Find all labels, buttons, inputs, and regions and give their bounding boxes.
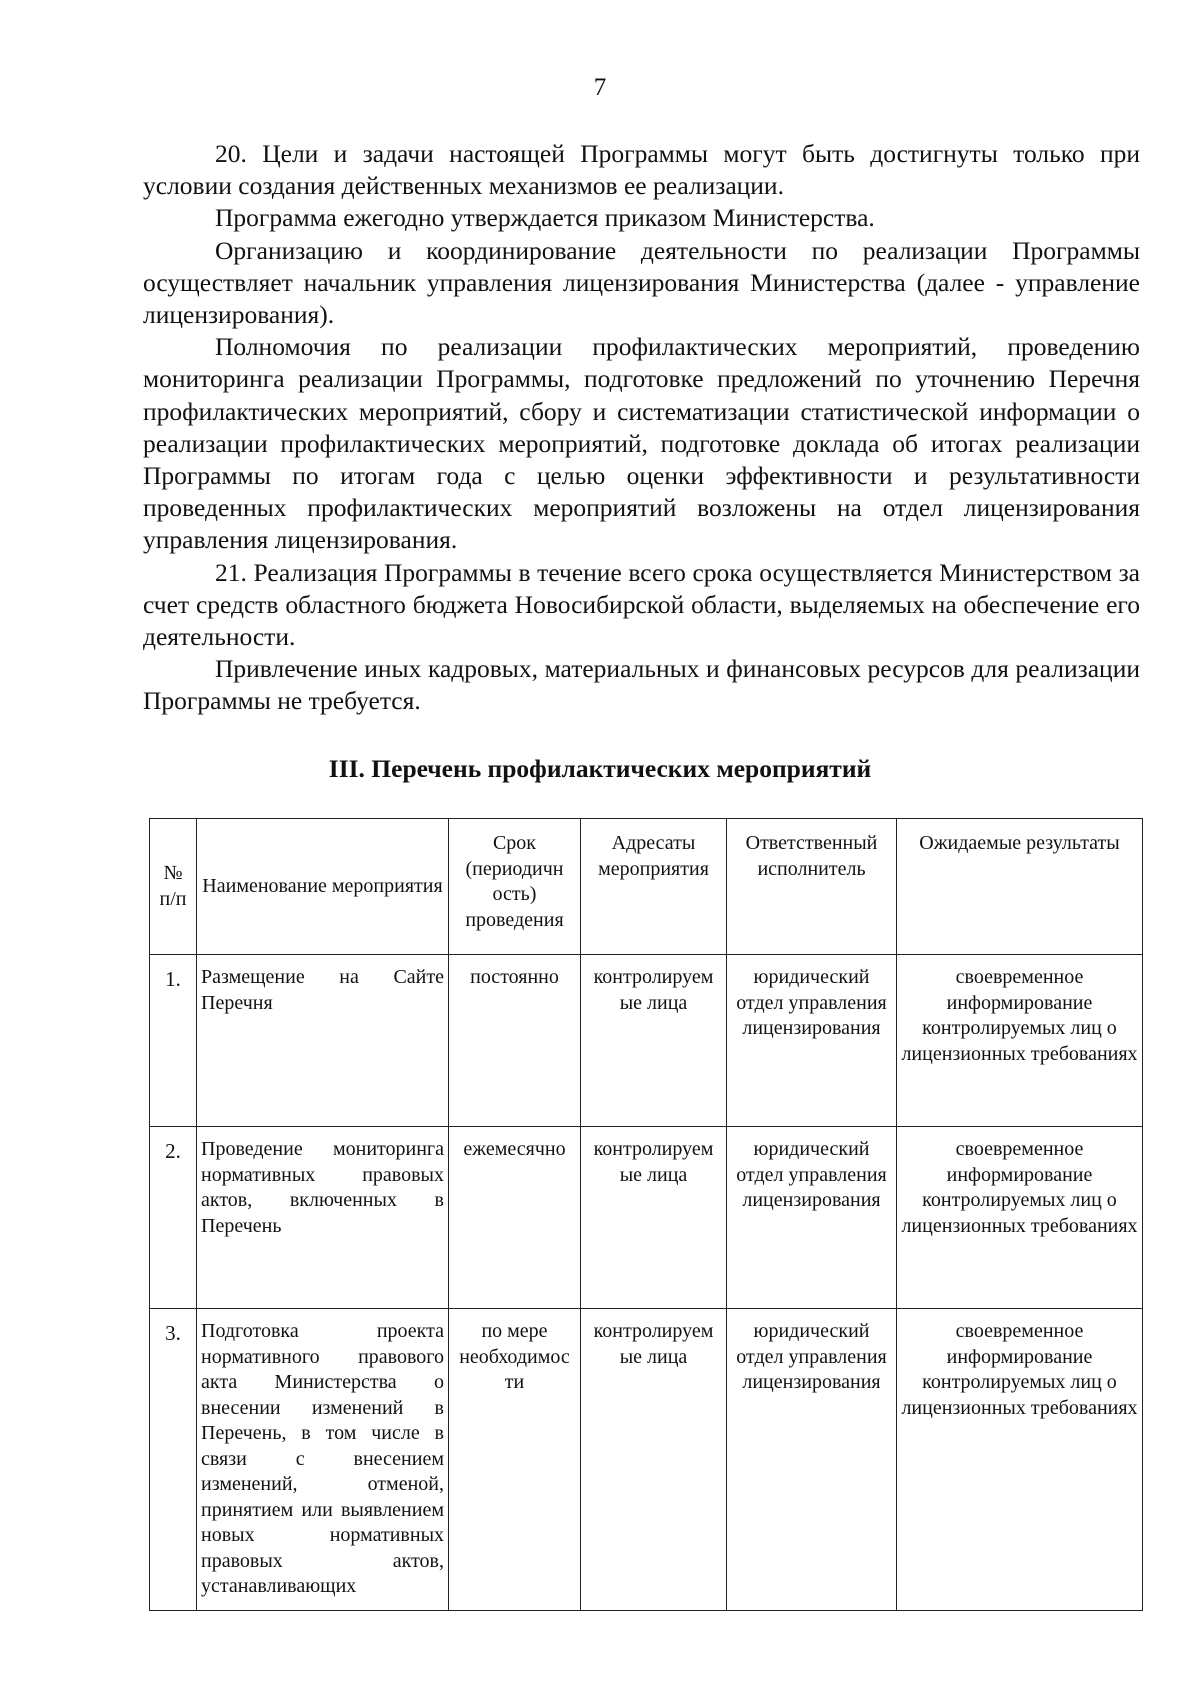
cell-period: ежемесячно bbox=[449, 1127, 581, 1309]
body-text bbox=[143, 138, 1140, 718]
cell-responsible: юридический отдел управления лицензирования bbox=[727, 1309, 897, 1611]
table-row bbox=[150, 955, 1143, 1127]
table-header-row bbox=[150, 819, 1143, 955]
cell-results: своевременное информирование контролируемых лиц о лицензионных требованиях bbox=[897, 955, 1143, 1127]
header-num bbox=[150, 819, 197, 955]
header-addressees: Адресаты мероприятия bbox=[581, 819, 727, 955]
header-period: Срок (периодичн ость) проведения bbox=[449, 819, 581, 955]
table-row bbox=[150, 1309, 1143, 1611]
header-num-symbol: № bbox=[163, 862, 183, 884]
paragraph-coordination: Организацию и координирование деятельности по реализации Программы осуществляет начальник управления лицензирования Министерства (далее - управление лицензирования). bbox=[143, 235, 1140, 330]
paragraph-21: 21. Реализация Программы в течение всего срока осуществляется Министерством за счет средств областного бюджета Новосибирской области, выделяемых на обеспечение его деятельности. bbox=[143, 557, 1140, 652]
header-responsible: Ответственный исполнитель bbox=[727, 819, 897, 955]
header-results: Ожидаемые результаты bbox=[897, 819, 1143, 955]
paragraph-20: 20. Цели и задачи настоящей Программы могут быть достигнуты только при условии создания действенных механизмов ее реализации. bbox=[143, 139, 1140, 201]
cell-name: Подготовка проекта нормативного правового акта Министерства о внесении изменений в Перечень, в том числе в связи с внесением изменений, отменой, принятием или выявлением новых нормативных правовых актов, устанавливающих bbox=[197, 1309, 449, 1611]
table-row bbox=[150, 1127, 1143, 1309]
cell-num: 1. bbox=[150, 955, 197, 1127]
cell-results: своевременное информирование контролируемых лиц о лицензионных требованиях bbox=[897, 1309, 1143, 1611]
measures-table bbox=[149, 818, 1143, 1611]
cell-addressees: контролируем ые лица bbox=[581, 1127, 727, 1309]
cell-addressees: контролируем ые лица bbox=[581, 955, 727, 1127]
page-number: 7 bbox=[593, 74, 607, 101]
header-name: Наименование мероприятия bbox=[197, 819, 449, 955]
section-title: III. Перечень профилактических мероприятий bbox=[328, 754, 872, 783]
cell-responsible: юридический отдел управления лицензирования bbox=[727, 1127, 897, 1309]
cell-period: по мере необходимос ти bbox=[449, 1309, 581, 1611]
header-num-abbr: п/п bbox=[159, 887, 187, 910]
cell-name: Проведение мониторинга нормативных правовых актов, включенных в Перечень bbox=[197, 1127, 449, 1309]
cell-results: своевременное информирование контролируемых лиц о лицензионных требованиях bbox=[897, 1127, 1143, 1309]
cell-addressees: контролируем ые лица bbox=[581, 1309, 727, 1611]
cell-period: постоянно bbox=[449, 955, 581, 1127]
paragraph-authority: Полномочия по реализации профилактических мероприятий, проведению мониторинга реализации Программы, подготовке предложений по уточнению Перечня профилактических мероприятий, сбору и систематизации статистической информации о реализации профилактических мероприятий, подготовке доклада об итогах реализации Программы по итогам года с целью оценки эффективности и результативности проведенных профилактических мероприятий возложены на отдел лицензирования управления лицензирования. bbox=[143, 332, 1140, 555]
paragraph-approval: Программа ежегодно утверждается приказом Министерства. bbox=[215, 203, 875, 233]
cell-name: Размещение на Сайте Перечня bbox=[197, 955, 449, 1127]
paragraph-resources: Привлечение иных кадровых, материальных и финансовых ресурсов для реализации Программы не требуется. bbox=[143, 654, 1140, 716]
cell-num: 3. bbox=[150, 1309, 197, 1611]
cell-responsible: юридический отдел управления лицензирования bbox=[727, 955, 897, 1127]
cell-num: 2. bbox=[150, 1127, 197, 1309]
